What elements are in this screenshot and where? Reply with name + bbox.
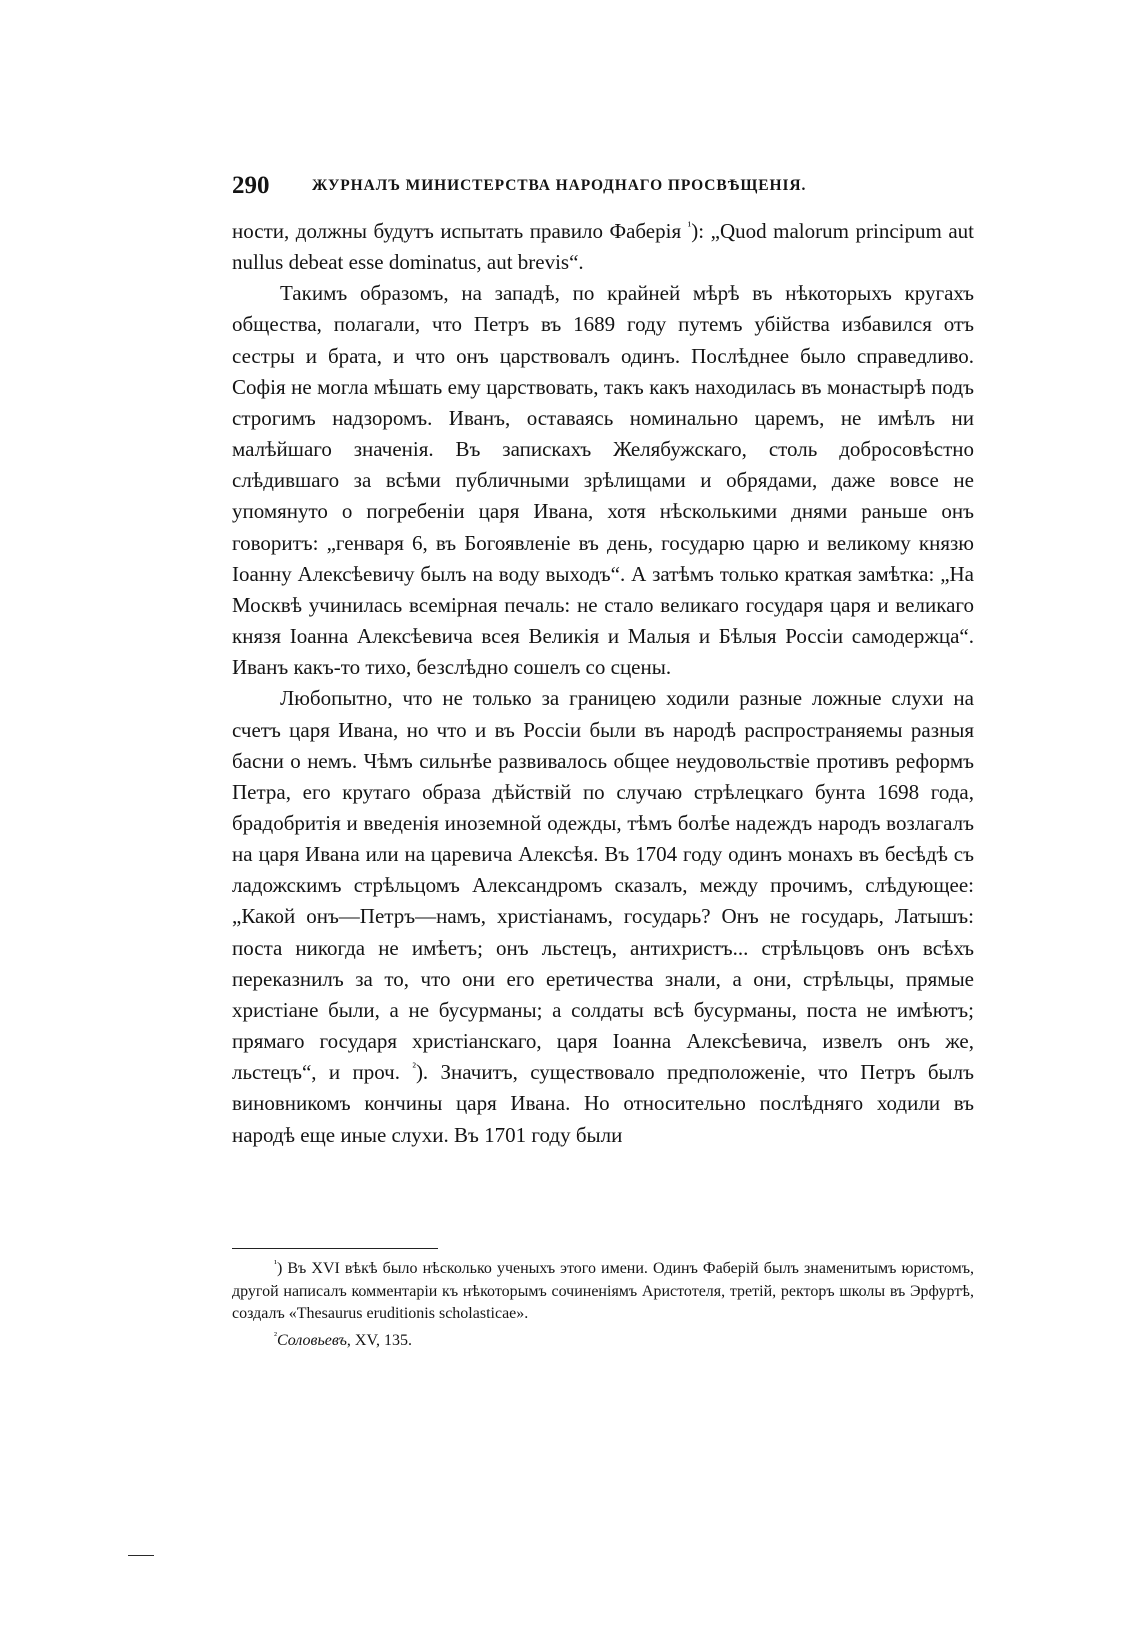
paragraph-1-text: ности, должны будутъ испытать правило Фаберія <box>232 219 688 243</box>
paragraph-1-quote: ): „Quod malorum principum aut nullus debeat esse dominatus, aut brevis“. <box>232 219 974 275</box>
footnote-1 <box>232 1258 974 1326</box>
paragraph-2: Такимъ образомъ, на западѣ, по крайней мѣрѣ въ нѣкоторыхъ кругахъ общества, полагали, что Петръ въ 1689 году путемъ убійства избавился отъ сестры и брата, и что онъ царствовалъ одинъ. Послѣднее было справедливо. Софія не могла мѣшать ему царствовать, такъ какъ находилась въ монастырѣ подъ строгимъ надзоромъ. Иванъ, оставаясь номинально царемъ, не имѣлъ ни малѣйшаго значенія. Въ запискахъ Желябужскаго, столь добросовѣстно слѣдившаго за всѣми публичными зрѣлищами и обрядами, даже вовсе не упомянуто о погребеніи царя Ивана, хотя нѣсколькими днями раньше онъ говоритъ: „генваря 6, въ Богоявленіе въ день, государю царю и великому князю Іоанну Алексѣевичу былъ на воду выходъ“. А затѣмъ только краткая замѣтка: „На Москвѣ учинилась всемірная печаль: не стало великаго государя царя и великаго князя Іоанна Алексѣевича всея Великія и Малыя и Бѣлыя Россіи самодержца“. Иванъ какъ-то тихо, безслѣдно сошелъ со сцены. <box>232 281 974 680</box>
main-text <box>232 216 974 1151</box>
paragraph-3-text: Любопытно, что не только за границею ходили разные ложные слухи на счетъ царя Ивана, но что и въ Россіи были въ народѣ распространяемы разныя басни о немъ. Чѣмъ сильнѣе развивалось общее неудовольствіе противъ реформъ Петра, его крутаго образа дѣйствій по случаю стрѣлецкаго бунта 1698 года, брадобритія и введенія иноземной одежды, тѣмъ болѣе надеждъ народъ возлагалъ на царя Ивана или на царевича Алексѣя. Въ 1704 году одинъ монахъ въ бесѣдѣ съ ладожскимъ стрѣльцомъ Александромъ сказалъ, между прочимъ, слѣдующее: „Какой онъ—Петръ—намъ, христіанамъ, государь? Онъ не государь, Латышъ: поста никогда не имѣетъ; онъ льстецъ, антихристъ... стрѣльцовъ онъ всѣхъ переказнилъ за то, что они его еретичества знали, а они, стрѣльцы, прямые христіане были, а не бусурманы; а солдаты всѣ бусурманы, поста не имѣютъ; прямаго государя христіанскаго, царя Іоанна Алексѣевича, извелъ онъ же, льстецъ“, и проч. <box>232 686 974 1085</box>
page-header <box>232 168 974 204</box>
footnote-1-mark: ¹ <box>274 1258 277 1270</box>
running-title: ЖУРНАЛЪ МИНИСТЕРСТВА НАРОДНАГО ПРОСВѢЩЕНІЯ. <box>312 177 807 194</box>
footnotes <box>232 1258 974 1352</box>
footnote-2-mark: ² <box>274 1330 277 1342</box>
paragraph-3 <box>232 683 974 1150</box>
footnote-ref-2: ² <box>412 1060 416 1075</box>
paragraph-3-continuation: ). Значитъ, существовало предположеніе, что Петръ былъ виновникомъ кончины царя Ивана. Но относительно послѣдняго ходили въ народѣ еще иные слухи. Въ 1701 году были <box>232 1060 974 1147</box>
footnote-2 <box>232 1330 974 1353</box>
footnote-ref-1: ¹ <box>687 219 692 233</box>
margin-mark <box>128 1555 154 1556</box>
footnote-1-text: ) Въ XVI вѣкѣ было нѣсколько ученыхъ этого имени. Одинъ Фаберій былъ знаменитымъ юристомъ, другой написалъ комментаріи къ нѣкоторымъ сочиненіямъ Аристотеля, третій, ректоръ школы въ Эрфуртѣ, создалъ «Thesaurus eruditionis scholasticae». <box>232 1260 974 1322</box>
footnote-divider <box>232 1248 438 1249</box>
footnote-2-author: Соловьевъ <box>277 1331 347 1349</box>
paragraph-1 <box>232 216 974 278</box>
page-number: 290 <box>232 172 270 199</box>
footnote-2-text: , XV, 135. <box>346 1331 412 1349</box>
